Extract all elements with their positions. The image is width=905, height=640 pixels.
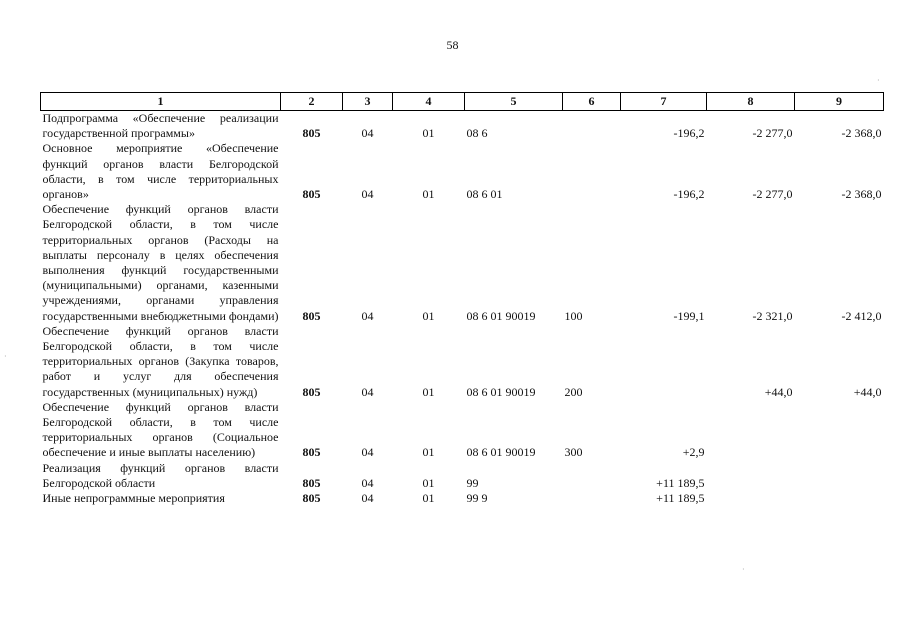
row-name: Иные непрограммные мероприятия xyxy=(42,491,225,506)
scan-speck: · xyxy=(742,565,745,574)
cell-amount-7: -196,2 xyxy=(673,126,705,141)
table-row xyxy=(41,461,884,491)
cell-subsection: 01 xyxy=(422,475,435,490)
cell-section: 04 xyxy=(361,384,374,399)
cell-section: 04 xyxy=(361,491,374,506)
table-row xyxy=(41,202,884,324)
cell-subsection: 01 xyxy=(422,187,435,202)
cell-amount-7: -199,1 xyxy=(673,308,705,323)
table-row xyxy=(41,111,884,142)
table-row xyxy=(41,141,884,202)
cell-target-article: 99 9 xyxy=(466,491,488,506)
column-header: 1 xyxy=(41,93,281,111)
budget-table xyxy=(40,92,884,506)
table-row xyxy=(41,400,884,461)
cell-expense-type xyxy=(563,111,621,142)
cell-amount-8: -2 277,0 xyxy=(752,126,793,141)
column-header: 5 xyxy=(465,93,563,111)
cell-amount-8 xyxy=(707,491,795,506)
cell-section: 04 xyxy=(361,126,374,141)
column-header: 8 xyxy=(707,93,795,111)
cell-amount-7: +2,9 xyxy=(682,445,705,460)
cell-target-article: 08 6 xyxy=(466,126,488,141)
cell-ministry-code: 805 xyxy=(302,308,321,323)
row-name: Основное мероприятие «Обеспечение функций органов власти Белгородской области, в том числе территориальных органов» xyxy=(42,141,279,202)
cell-amount-7: +11 189,5 xyxy=(656,491,705,506)
cell-subsection: 01 xyxy=(422,491,435,506)
cell-amount-8: +44,0 xyxy=(764,384,793,399)
cell-amount-9: +44,0 xyxy=(853,384,882,399)
cell-ministry-code: 805 xyxy=(302,187,321,202)
cell-target-article: 08 6 01 90019 xyxy=(466,308,536,323)
cell-amount-8: -2 277,0 xyxy=(752,187,793,202)
column-header: 3 xyxy=(343,93,393,111)
cell-ministry-code: 805 xyxy=(302,126,321,141)
cell-ministry-code: 805 xyxy=(302,475,321,490)
column-header: 6 xyxy=(563,93,621,111)
row-name: Обеспечение функций органов власти Белгородской области, в том числе территориальных органов (Расходы на выплаты персоналу в целях обеспечения выполнения функций государственными (муниципальными) органами, казенными учреждениями, органами управления государственными внебюджетными фондами) xyxy=(42,202,279,323)
cell-amount-7: -196,2 xyxy=(673,187,705,202)
table-row xyxy=(41,324,884,400)
cell-subsection: 01 xyxy=(422,126,435,141)
cell-subsection: 01 xyxy=(422,308,435,323)
cell-amount-7: +11 189,5 xyxy=(656,475,705,490)
cell-target-article: 08 6 01 xyxy=(466,187,503,202)
cell-ministry-code: 805 xyxy=(302,384,321,399)
cell-amount-8 xyxy=(707,400,795,461)
cell-amount-8 xyxy=(707,461,795,491)
page-number: 58 xyxy=(446,38,459,52)
cell-expense-type: 100 xyxy=(564,308,583,323)
cell-section: 04 xyxy=(361,308,374,323)
scan-speck: · xyxy=(877,76,880,85)
cell-amount-8: -2 321,0 xyxy=(752,308,793,323)
cell-amount-9: -2 412,0 xyxy=(841,308,882,323)
cell-expense-type: 200 xyxy=(564,384,583,399)
table-row xyxy=(41,491,884,506)
cell-ministry-code: 805 xyxy=(302,445,321,460)
cell-expense-type xyxy=(563,491,621,506)
cell-amount-9: -2 368,0 xyxy=(841,126,882,141)
cell-target-article: 99 xyxy=(466,475,479,490)
cell-expense-type xyxy=(563,461,621,491)
cell-amount-9 xyxy=(795,461,884,491)
cell-section: 04 xyxy=(361,187,374,202)
column-header: 2 xyxy=(281,93,343,111)
scan-speck: · xyxy=(4,352,7,361)
column-header: 4 xyxy=(393,93,465,111)
cell-section: 04 xyxy=(361,445,374,460)
cell-amount-9 xyxy=(795,491,884,506)
column-header: 9 xyxy=(795,93,884,111)
row-name: Обеспечение функций органов власти Белгородской области, в том числе территориальных органов (Закупка товаров, работ и услуг для обеспечения государственных (муниципальных) нужд) xyxy=(42,323,279,399)
cell-section: 04 xyxy=(361,475,374,490)
row-name: Обеспечение функций органов власти Белгородской области, в том числе территориальных органов (Социальное обеспечение и иные выплаты населению) xyxy=(42,399,279,460)
cell-amount-9: -2 368,0 xyxy=(841,187,882,202)
cell-amount-7 xyxy=(621,324,707,400)
cell-target-article: 08 6 01 90019 xyxy=(466,445,536,460)
row-name: Реализация функций органов власти Белгородской области xyxy=(42,460,279,490)
cell-ministry-code: 805 xyxy=(302,491,321,506)
cell-subsection: 01 xyxy=(422,384,435,399)
cell-target-article: 08 6 01 90019 xyxy=(466,384,536,399)
row-name: Подпрограмма «Обеспечение реализации государственной программы» xyxy=(42,111,279,141)
header-row xyxy=(41,93,884,111)
cell-expense-type: 300 xyxy=(564,445,583,460)
cell-subsection: 01 xyxy=(422,445,435,460)
cell-expense-type xyxy=(563,141,621,202)
column-header: 7 xyxy=(621,93,707,111)
cell-amount-9 xyxy=(795,400,884,461)
